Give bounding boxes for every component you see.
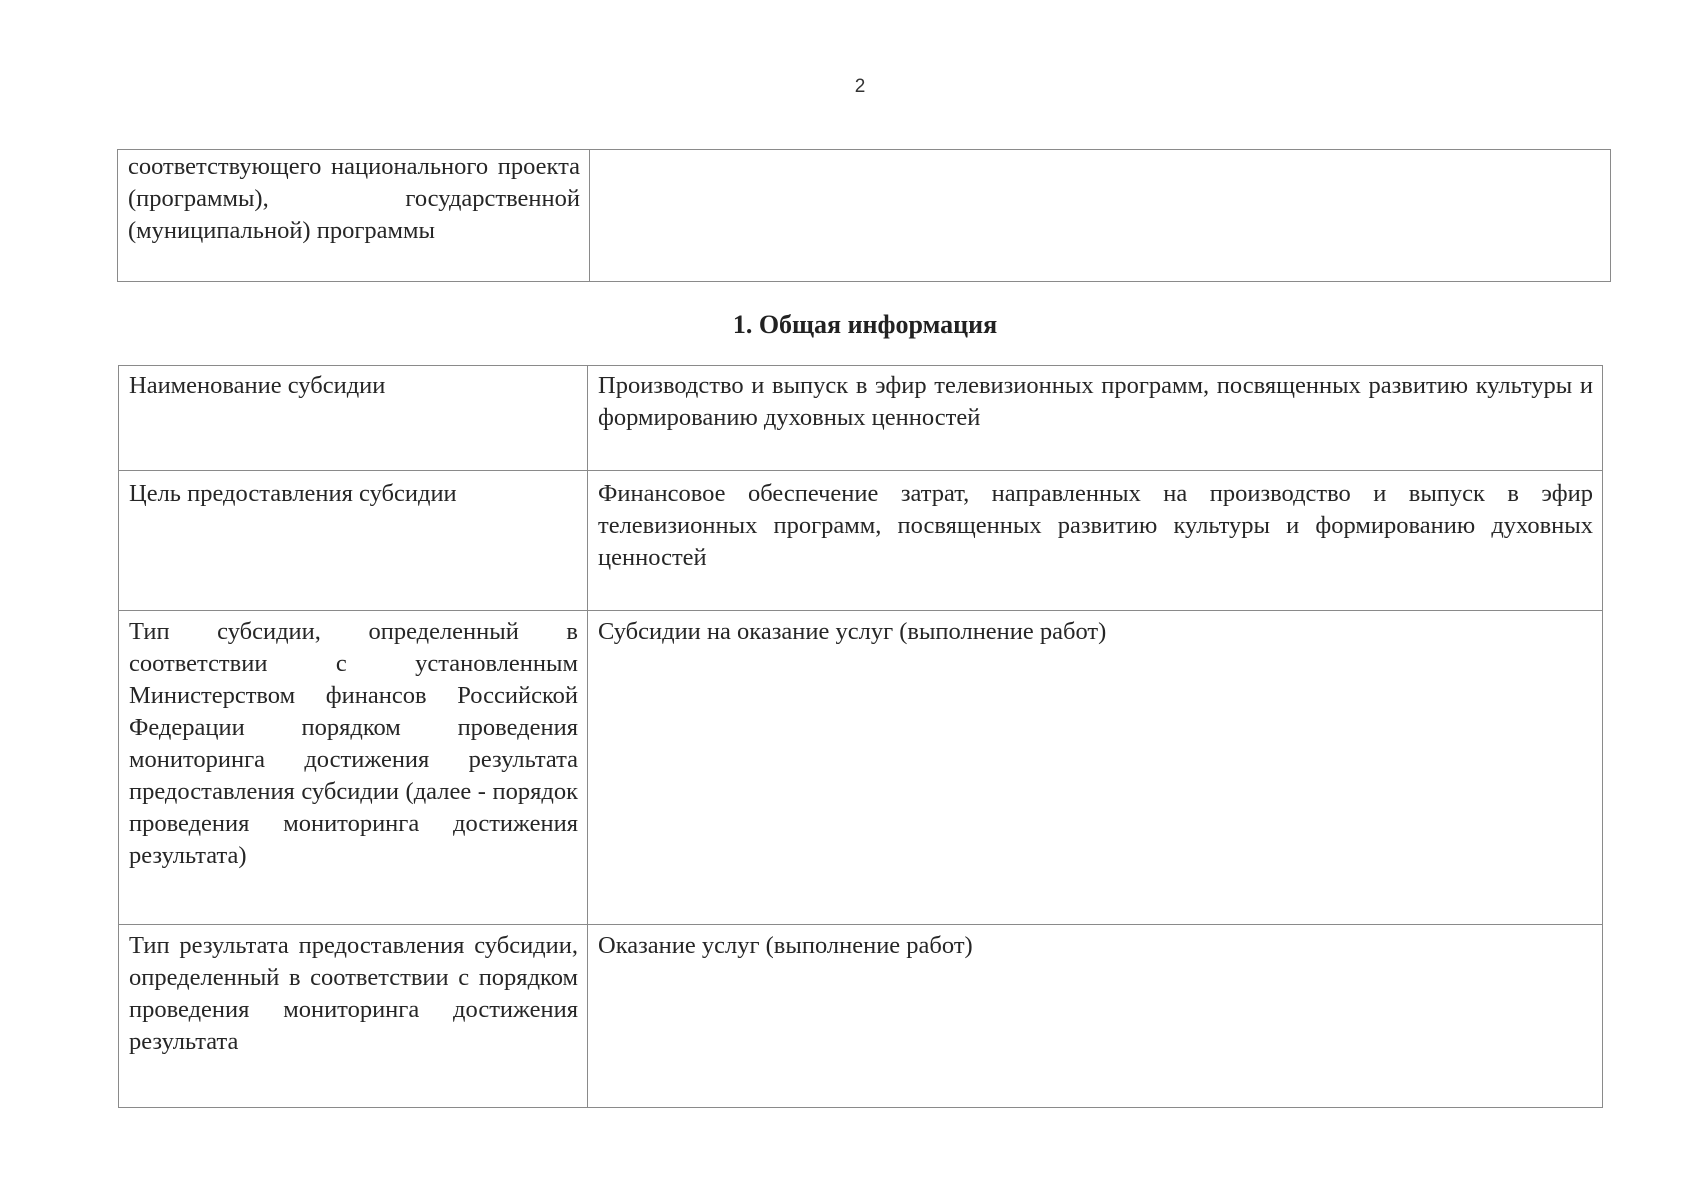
table-row [118, 150, 1611, 282]
result-type-value: Оказание услуг (выполнение работ) [588, 925, 1603, 1108]
result-type-label: Тип результата предоставления субсидии, определенный в соответствии с порядком проведения мониторинга достижения результата [119, 925, 588, 1108]
page-number: 2 [854, 76, 866, 97]
table-row-subsidy-name [119, 366, 1603, 471]
continuation-label-cell: соответствующего национального проекта (программы), государственной (муниципальной) программы [118, 150, 590, 282]
continuation-table [117, 149, 1611, 282]
table-row-subsidy-type [119, 611, 1603, 925]
general-info-table [118, 365, 1603, 1108]
section-title: 1. Общая информация [732, 310, 998, 339]
subsidy-goal-label: Цель предоставления субсидии [119, 471, 588, 611]
table-row-result-type [119, 925, 1603, 1108]
continuation-value-cell [590, 150, 1611, 282]
subsidy-type-value: Субсидии на оказание услуг (выполнение работ) [588, 611, 1603, 925]
subsidy-name-label: Наименование субсидии [119, 366, 588, 471]
subsidy-goal-value: Финансовое обеспечение затрат, направленных на производство и выпуск в эфир телевизионных программ, посвященных развитию культуры и формированию духовных ценностей [588, 471, 1603, 611]
table-row-subsidy-goal [119, 471, 1603, 611]
subsidy-type-label: Тип субсидии, определенный в соответствии с установленным Министерством финансов Российской Федерации порядком проведения мониторинга достижения результата предоставления субсидии (далее - порядок проведения мониторинга достижения результата) [119, 611, 588, 925]
subsidy-name-value: Производство и выпуск в эфир телевизионных программ, посвященных развитию культуры и формированию духовных ценностей [588, 366, 1603, 471]
